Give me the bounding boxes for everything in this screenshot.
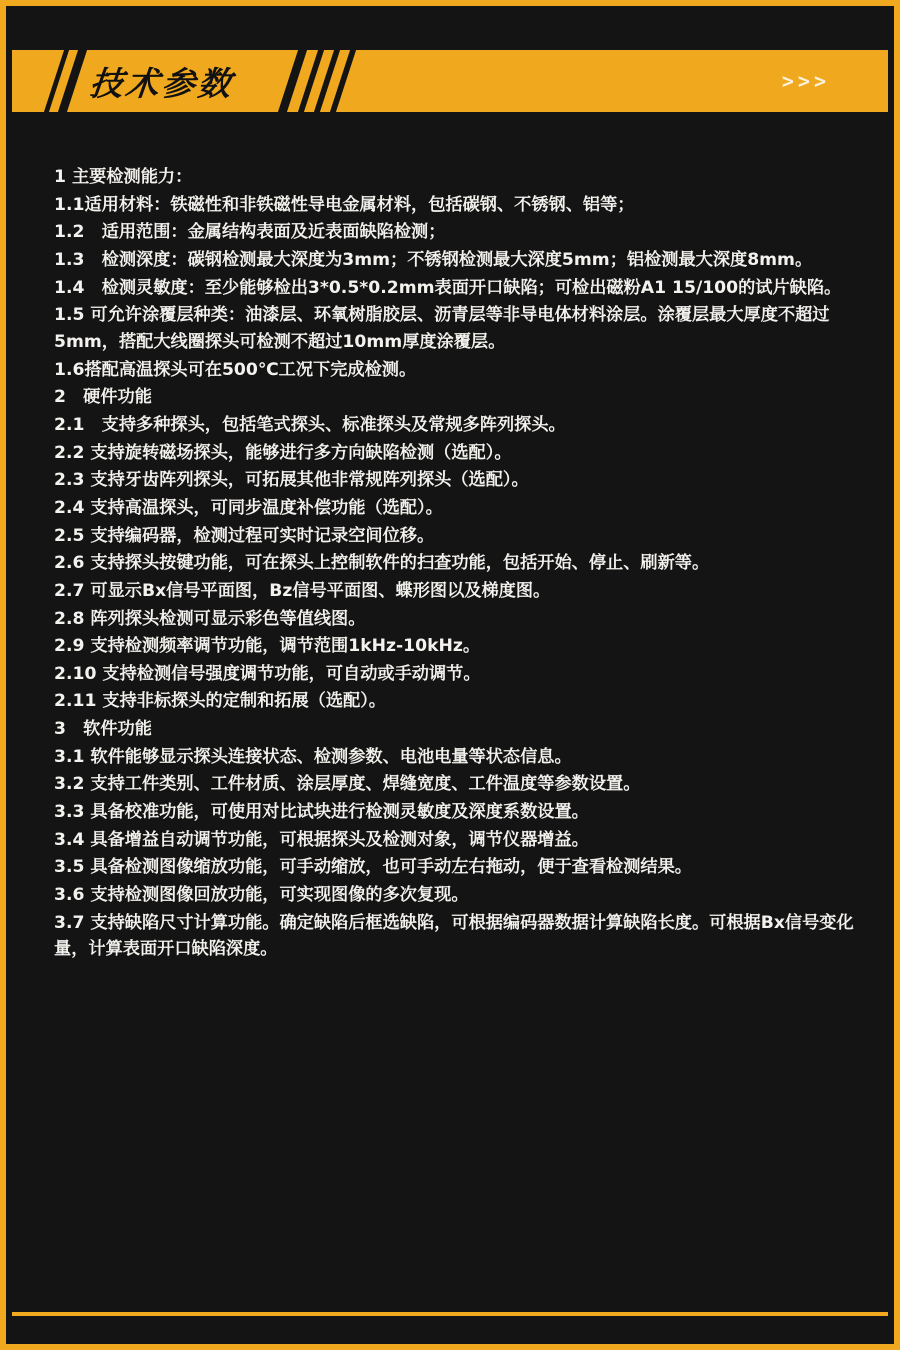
spec-line: 1.2 适用范围：金属结构表面及近表面缺陷检测； — [54, 222, 446, 243]
spec-line: 1.4 检测灵敏度：至少能够检出3*0.5*0.2mm表面开口缺陷；可检出磁粉A1 15/100的试片缺陷。 — [54, 277, 842, 298]
page-title — [87, 50, 236, 112]
spec-line: 3.3 具备校准功能，可使用对比试块进行检测灵敏度及深度系数设置。 — [54, 802, 589, 823]
spec-text-block — [54, 164, 866, 964]
spec-line: 2.8 阵列探头检测可显示彩色等值线图。 — [54, 608, 366, 629]
spec-line: 1.1适用材料：铁磁性和非铁磁性导电金属材料，包括碳钢、不锈钢、铝等； — [54, 194, 635, 215]
spec-line: 3.4 具备增益自动调节功能，可根据探头及检测对象，调节仪器增益。 — [54, 829, 589, 850]
spec-line: 2.7 可显示Bx信号平面图，Bz信号平面图、蝶形图以及梯度图。 — [54, 580, 551, 601]
spec-line: 2.9 支持检测频率调节功能，调节范围1kHz-10kHz。 — [54, 636, 481, 657]
chevrons-right-icon: >>> — [781, 69, 830, 93]
spec-line: 2.4 支持高温探头，可同步温度补偿功能（选配）。 — [54, 497, 443, 518]
spec-line: 1.6搭配高温探头可在500℃工况下完成检测。 — [54, 359, 417, 380]
spec-line: 1 主要检测能力： — [54, 167, 193, 187]
page-inner — [12, 12, 888, 1338]
footer-accent-rule — [12, 1312, 888, 1316]
spec-line: 3 软件功能 — [54, 719, 152, 740]
spec-line: 2.10 支持检测信号强度调节功能，可自动或手动调节。 — [54, 663, 481, 684]
spec-line: 2.1 支持多种探头，包括笔式探头、标准探头及常规多阵列探头。 — [54, 414, 566, 435]
spec-line: 2.3 支持牙齿阵列探头，可拓展其他非常规阵列探头（选配）。 — [54, 470, 529, 491]
spec-line: 2.2 支持旋转磁场探头，能够进行多方向缺陷检测（选配）。 — [54, 442, 512, 463]
spec-line: 2.6 支持探头按键功能，可在探头上控制软件的扫查功能，包括开始、停止、刷新等。 — [54, 553, 710, 574]
spec-line: 1.5 可允许涂覆层种类：油漆层、环氧树脂胶层、沥青层等非导电体材料涂层。涂覆层最大厚度不超过5mm，搭配大线圈探头可检测不超过10mm厚度涂覆层。 — [54, 305, 830, 352]
spec-line: 3.2 支持工件类别、工件材质、涂层厚度、焊缝宽度、工件温度等参数设置。 — [54, 774, 641, 795]
spec-line: 3.1 软件能够显示探头连接状态、检测参数、电池电量等状态信息。 — [54, 746, 572, 767]
spec-line: 1.3 检测深度：碳钢检测最大深度为3mm；不锈钢检测最大深度5mm；铝检测最大深度8mm。 — [54, 249, 813, 270]
spec-line: 3.6 支持检测图像回放功能，可实现图像的多次复现。 — [54, 885, 469, 906]
spec-line: 2 硬件功能 — [54, 387, 152, 408]
page-title-text: 技术参数 — [87, 63, 236, 103]
spec-line: 2.11 支持非标探头的定制和拓展（选配）。 — [54, 691, 386, 712]
header-band — [12, 50, 888, 112]
spec-line: 2.5 支持编码器，检测过程可实时记录空间位移。 — [54, 525, 435, 546]
spec-line: 3.5 具备检测图像缩放功能，可手动缩放，也可手动左右拖动，便于查看检测结果。 — [54, 857, 692, 878]
spec-line: 3.7 支持缺陷尺寸计算功能。确定缺陷后框选缺陷，可根据编码器数据计算缺陷长度。可根据Bx信号变化量，计算表面开口缺陷深度。 — [54, 912, 854, 960]
